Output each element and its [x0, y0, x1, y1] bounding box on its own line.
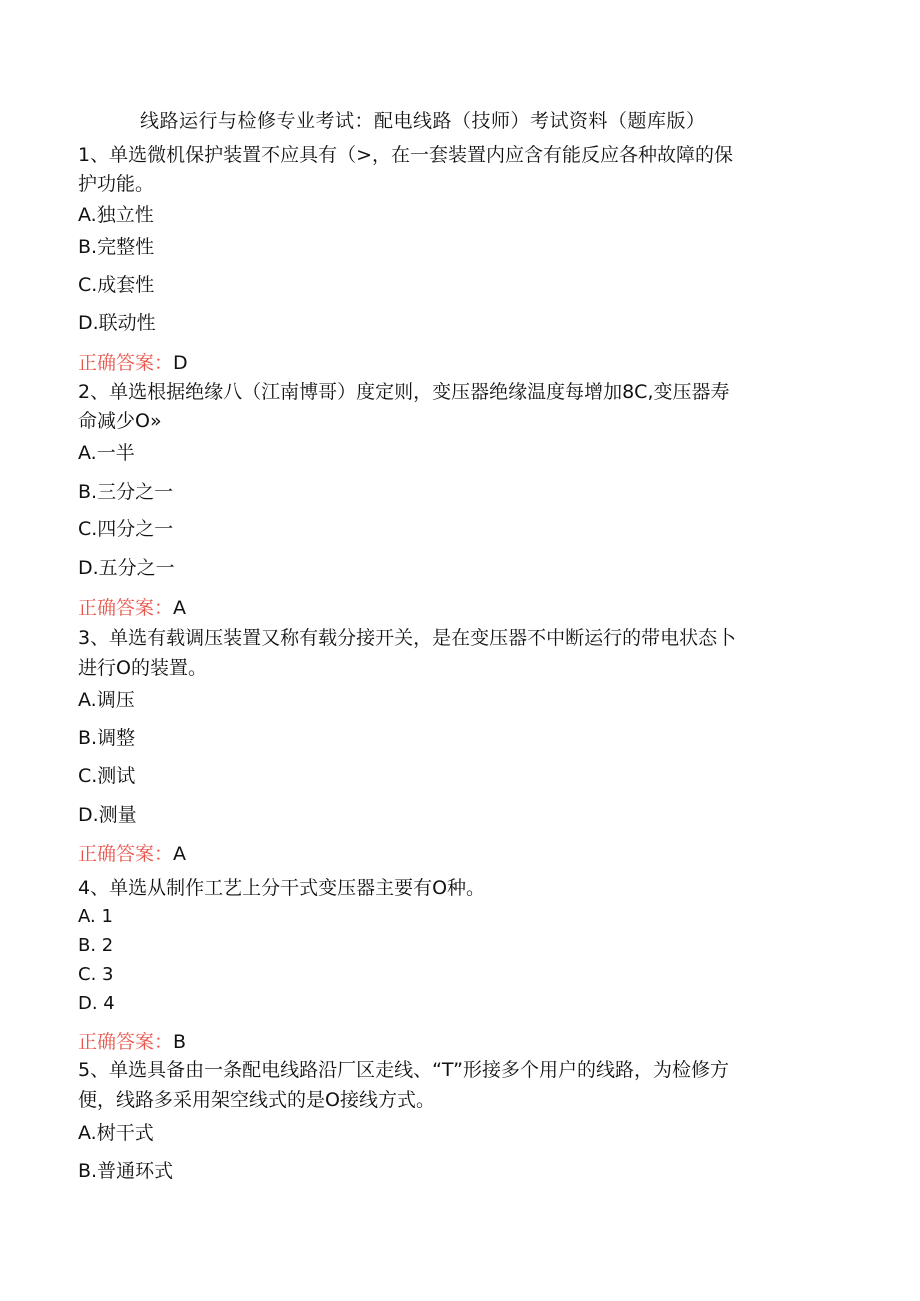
answer-value: A — [173, 843, 187, 865]
answer-value: D — [173, 352, 188, 374]
question-4-option-a: A. 1 — [78, 906, 113, 927]
question-1-text-line-2: 护功能。 — [78, 173, 155, 195]
question-4-text-line-1: 4、单选从制作工艺上分干式变压器主要有O种。 — [78, 877, 486, 899]
question-1-option-a: A.独立性 — [78, 204, 154, 226]
answer-label: 正确答案： — [78, 597, 174, 619]
question-3-text-line-1: 3、单选有载调压装置又称有载分接开关，是在变压器不中断运行的带电状态卜 — [78, 627, 737, 649]
question-4-answer — [78, 1027, 186, 1054]
question-4-option-d: D. 4 — [78, 993, 115, 1014]
answer-value: B — [173, 1031, 187, 1053]
question-3-text-line-2: 进行O的装置。 — [78, 657, 207, 679]
question-2-option-a: A.一半 — [78, 442, 135, 464]
answer-label: 正确答案： — [78, 352, 174, 374]
question-1-text-line-1: 1、单选微机保护装置不应具有（>，在一套装置内应含有能反应各种故障的保 — [78, 144, 734, 166]
question-3-option-c: C.测试 — [78, 765, 136, 787]
question-4-option-c: C. 3 — [78, 964, 114, 985]
question-4-option-b: B. 2 — [78, 935, 114, 956]
question-3-answer — [78, 839, 186, 866]
question-2-text-line-2: 命减少O» — [78, 410, 162, 432]
question-1-answer — [78, 348, 188, 375]
question-3-option-d: D.测量 — [78, 804, 137, 826]
question-1-option-d: D.联动性 — [78, 312, 156, 334]
question-2-option-c: C.四分之一 — [78, 518, 174, 540]
question-5-option-a: A.树干式 — [78, 1122, 154, 1144]
question-2-option-b: B.三分之一 — [78, 481, 174, 503]
question-3-option-b: B.调整 — [78, 727, 136, 749]
question-2-option-d: D.五分之一 — [78, 557, 175, 579]
answer-label: 正确答案： — [78, 1031, 174, 1053]
question-5-text-line-2: 便，线路多采用架空线式的是O接线方式。 — [78, 1089, 435, 1111]
answer-value: A — [173, 597, 187, 619]
question-5-text-line-1: 5、单选具备由一条配电线路沿厂区走线、“T”形接多个用户的线路，为检修方 — [78, 1059, 729, 1081]
question-3-option-a: A.调压 — [78, 689, 135, 711]
answer-label: 正确答案： — [78, 843, 174, 865]
question-2-text-line-1: 2、单选根据绝缘八（江南博哥）度定则，变压器绝缘温度每增加8C,变压器寿 — [78, 381, 730, 403]
question-1-option-b: B.完整性 — [78, 236, 155, 258]
question-5-option-b: B.普通环式 — [78, 1160, 174, 1182]
question-1-option-c: C.成套性 — [78, 274, 155, 296]
question-2-answer — [78, 593, 186, 620]
document-title: 线路运行与检修专业考试：配电线路（技师）考试资料（题库版） — [140, 110, 706, 132]
